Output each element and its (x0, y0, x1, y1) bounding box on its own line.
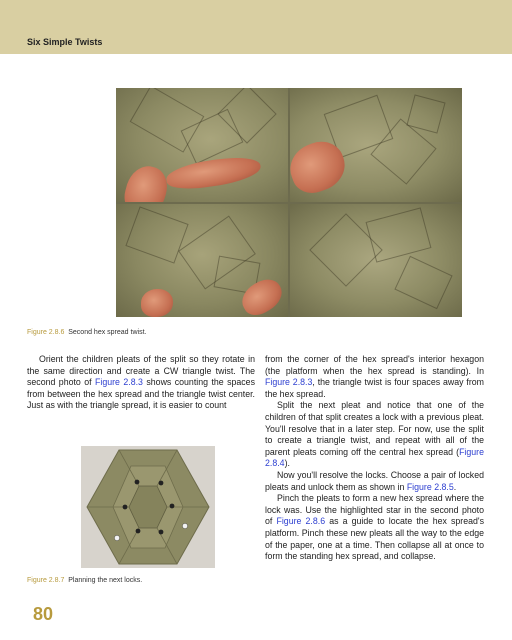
figure-link[interactable]: Figure 2.8.5 (406, 481, 454, 492)
right-column-text (265, 354, 484, 563)
figure-caption (27, 329, 146, 336)
figure-link[interactable]: Figure 2.8.3 (95, 377, 143, 388)
paragraph: from the corner of the hex spread's interior hexagon (the platform when the hex spread is standing). In Figure 2.8.3, the triangle twist is four spaces away from the hex spread. (265, 354, 484, 399)
photo-tile-bottom-right (290, 204, 462, 318)
figure-link[interactable]: Figure 2.8.6 (276, 516, 326, 527)
figure-caption-text: Planning the next locks. (68, 577, 143, 584)
figure-label: Figure 2.8.7 (27, 577, 65, 584)
paragraph: Orient the children pleats of the split so they rotate in the same direction and create a CW triangle twist. The second photo of Figure 2.8.3 shows counting the spaces from between the hex spread and the triangle twist center. Just as with the triangle spread, it is easier to count (27, 354, 255, 411)
page-number: 80 (33, 604, 54, 624)
running-head: Six Simple Twists (27, 37, 103, 47)
hand-photo (141, 289, 173, 317)
photo-tile-top-right (290, 88, 462, 202)
photo-tile-bottom-left (116, 204, 288, 318)
paragraph: Pinch the pleats to form a new hex spread where the lock was. Use the highlighted star in the second photo of Figure 2.8.6 as a guide to locate the hex spread's platform. Pinch these new pleats all the way to the edge of the paper, one at a time. Then collapse all at once to form the standing hex spread, and collapse. (265, 493, 484, 562)
paragraph: Split the next pleat and notice that one of the children of that split creates a lock with a previous pleat. You'll resolve that in a later step. For now, use the split to create a triangle twist, and repeat with all of the parent pleats coming off the central hex spread (Figure 2.8.4). (265, 400, 484, 469)
figure-link[interactable]: Figure 2.8.4 (265, 446, 484, 469)
paragraph: Now you'll resolve the locks. Choose a pair of locked pleats and unlock them as shown in Figure 2.8.5. (265, 469, 484, 492)
figure-2-8-6-photo-grid (116, 88, 462, 317)
figure-link[interactable]: Figure 2.8.3 (265, 377, 313, 388)
figure-2-8-7-photo (81, 446, 215, 568)
hexagon-fold-illustration (81, 446, 215, 568)
figure-caption (27, 577, 142, 584)
figure-caption-text: Second hex spread twist. (68, 329, 147, 336)
left-column-text (27, 354, 255, 412)
photo-tile-top-left (116, 88, 288, 202)
figure-label: Figure 2.8.6 (27, 329, 65, 336)
